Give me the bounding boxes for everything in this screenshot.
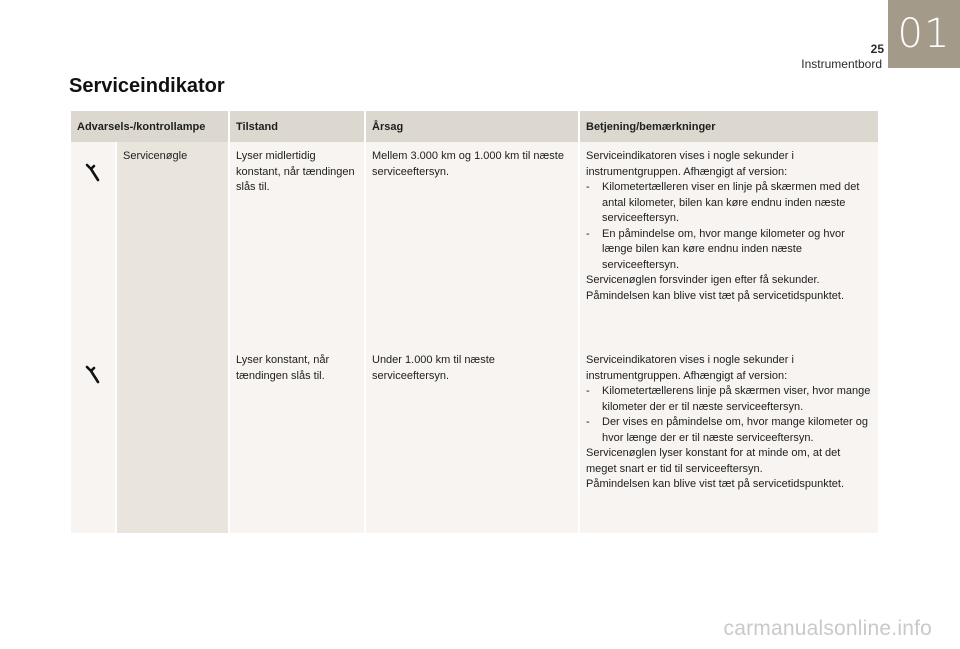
notes-intro: Serviceindikatoren vises i nogle sekunder i instrumentgruppen. Afhængigt af version: — [586, 150, 794, 178]
cause-cell — [366, 346, 578, 533]
notes-outro: Påmindelsen kan blive vist tæt på servicetidspunktet. — [586, 478, 845, 490]
notes-outro: Påmindelsen kan blive vist tæt på servicetidspunktet. — [586, 289, 845, 302]
column-header-lamp: Advarsels-/kontrollampe — [71, 111, 228, 142]
notes-outro: Servicenøglen lyser konstant for at minde om, at det meget snart er tid til serviceeftersyn. — [586, 447, 841, 475]
table-row — [71, 142, 878, 346]
list-item: - En påmindelse om, hvor mange kilometer og hvor længe bilen kan køre endnu inden næste serviceeftersyn. — [586, 227, 872, 274]
lamp-name: Servicenøgle — [123, 150, 188, 162]
cause-text: Mellem 3.000 km og 1.000 km til næste serviceeftersyn. — [372, 150, 564, 178]
state-text: Lyser midlertidig konstant, når tændingen slås til. — [236, 150, 355, 193]
state-cell — [230, 142, 364, 346]
notes-cell — [580, 142, 878, 346]
cause-cell — [366, 142, 578, 346]
list-item: - Der vises en påmindelse om, hvor mange kilometer og hvor længe der er til næste serviceeftersyn. — [586, 415, 872, 446]
watermark: carmanualsonline.info — [723, 617, 932, 640]
notes-list — [586, 180, 872, 273]
page-title: Serviceindikator — [69, 75, 225, 97]
list-item: - Kilometertælleren viser en linje på skærmen med det antal kilometer, bilen kan køre endnu inden næste serviceeftersyn. — [586, 180, 872, 227]
chapter-tab: 01 — [888, 0, 960, 68]
notes-cell — [580, 346, 878, 533]
page-number: 25 — [870, 42, 884, 56]
wrench-icon — [78, 359, 108, 389]
notes-outro: Servicenøglen forsvinder igen efter få sekunder. — [586, 274, 820, 286]
lamp-name-cell — [117, 142, 228, 533]
warning-lamp-table — [69, 111, 880, 533]
column-header-cause: Årsag — [366, 111, 578, 142]
section-name: Instrumentbord — [801, 57, 882, 71]
state-text: Lyser konstant, når tændingen slås til. — [236, 354, 330, 382]
wrench-icon — [78, 157, 108, 187]
table-header-row — [71, 111, 878, 142]
state-cell — [230, 346, 364, 533]
cause-text: Under 1.000 km til næste serviceeftersyn. — [372, 354, 495, 382]
list-item: - Kilometertællerens linje på skærmen viser, hvor mange kilometer der er til næste serviceeftersyn. — [586, 384, 872, 415]
symbol-cell — [71, 142, 115, 346]
notes-list — [586, 384, 872, 446]
column-header-state: Tilstand — [230, 111, 364, 142]
notes-intro: Serviceindikatoren vises i nogle sekunder i instrumentgruppen. Afhængigt af version: — [586, 354, 794, 382]
column-header-notes: Betjening/bemærkninger — [580, 111, 878, 142]
symbol-cell — [71, 346, 115, 533]
